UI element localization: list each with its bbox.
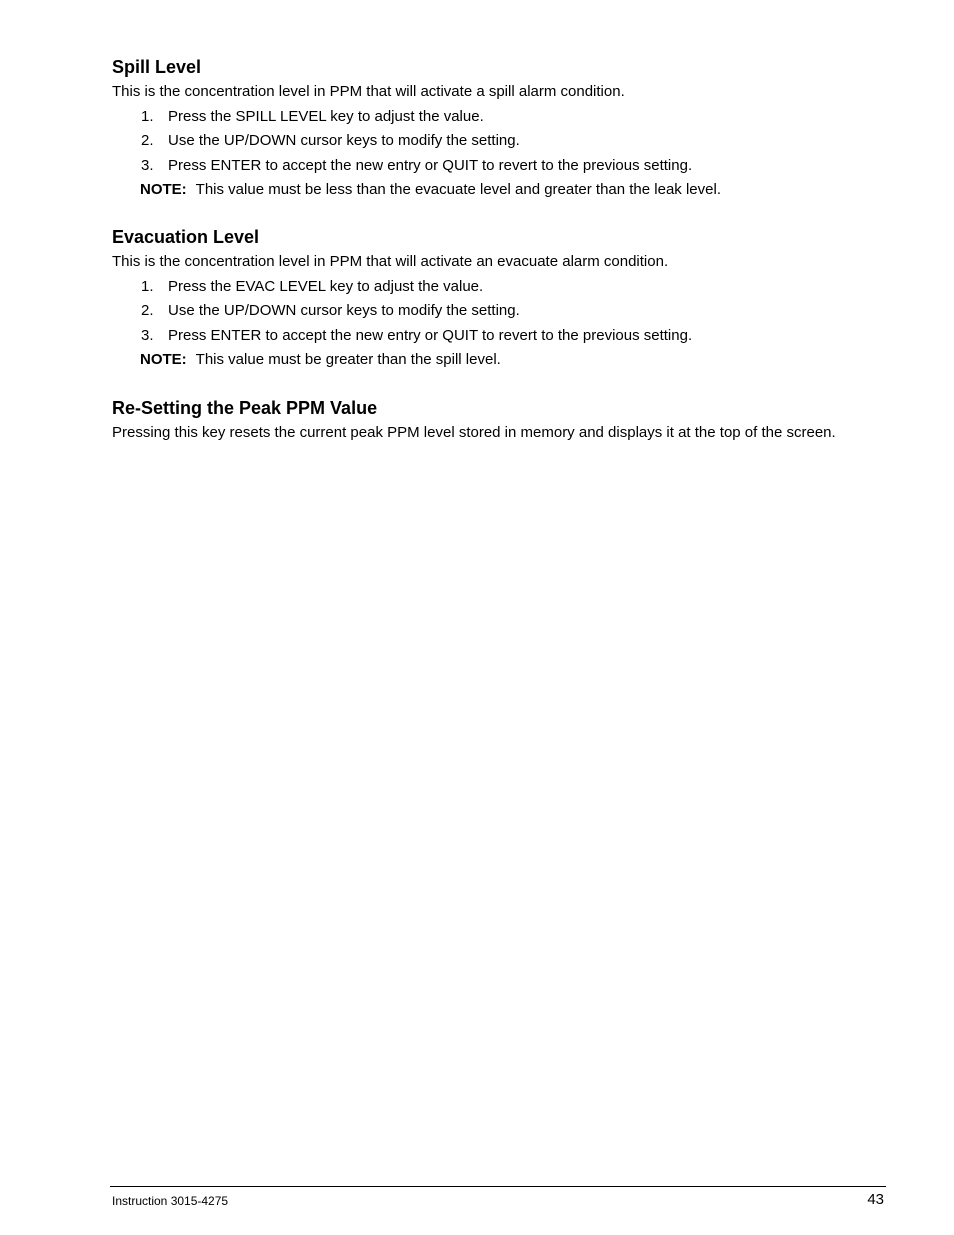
section-evacuation-level (112, 226, 892, 369)
list-item (112, 157, 892, 175)
section-heading: Spill Level (112, 57, 202, 77)
note-text: This value must be greater than the spill level. (195, 351, 501, 368)
list-item (112, 108, 892, 126)
note-text: This value must be less than the evacuate level and greater than the leak level. (195, 181, 721, 198)
footer-document-id: Instruction 3015-4275 (112, 1194, 229, 1208)
list-item (112, 327, 892, 345)
step-text: Use the UP/DOWN cursor keys to modify the setting. (168, 302, 520, 319)
section-spill-level (112, 56, 892, 199)
list-item (112, 278, 892, 296)
footer-page-number: 43 (867, 1191, 884, 1208)
step-number: 3. (141, 326, 154, 344)
step-list (112, 278, 892, 345)
step-text: Press ENTER to accept the new entry or QUIT to revert to the previous setting. (168, 156, 693, 174)
note (112, 181, 892, 199)
step-number: 2. (141, 302, 154, 319)
section-intro: This is the concentration level in PPM that will activate an evacuate alarm condition. (112, 253, 669, 270)
step-text: Press ENTER to accept the new entry or QUIT to revert to the previous setting. (168, 326, 693, 344)
step-number: 1. (141, 107, 154, 125)
list-item (112, 132, 892, 150)
step-number: 3. (141, 156, 154, 174)
section-intro: Pressing this key resets the current peak PPM level stored in memory and displays it at the top of the screen. (112, 424, 836, 441)
section-reset-peak-ppm (112, 397, 892, 442)
list-item (112, 302, 892, 320)
step-text: Press the EVAC LEVEL key to adjust the value. (168, 277, 484, 295)
step-text: Use the UP/DOWN cursor keys to modify the setting. (168, 132, 520, 149)
note-label: NOTE: (140, 181, 187, 198)
note (112, 351, 892, 369)
note-label: NOTE: (140, 351, 187, 368)
step-text: Press the SPILL LEVEL key to adjust the value. (168, 107, 484, 125)
section-intro: This is the concentration level in PPM that will activate a spill alarm condition. (112, 83, 625, 100)
footer-divider (110, 1186, 886, 1187)
step-number: 2. (141, 132, 154, 149)
section-heading: Re-Setting the Peak PPM Value (112, 398, 378, 418)
section-heading: Evacuation Level (112, 227, 260, 247)
step-list (112, 108, 892, 175)
step-number: 1. (141, 277, 154, 295)
